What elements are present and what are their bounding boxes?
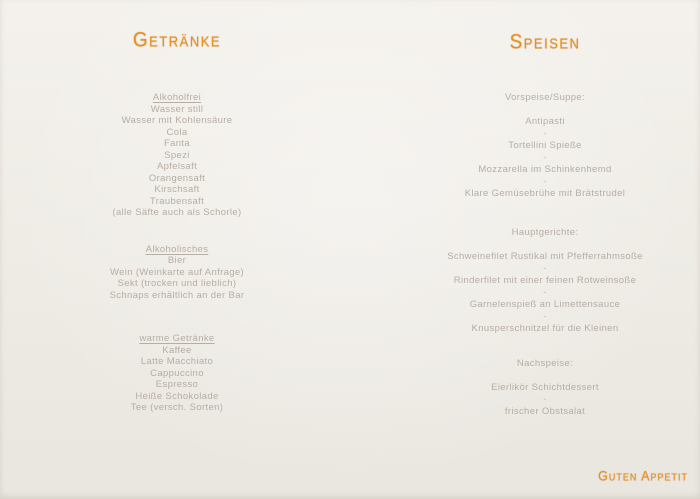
footer-greeting: Guten Appetit — [598, 468, 688, 484]
menu-line: Heiße Schokolade — [135, 390, 219, 402]
menu-line: Garnelenspieß an Limettensauce — [469, 299, 621, 310]
menu-line: Rinderfilet mit einer feinen Rotweinsoße — [453, 275, 637, 286]
separator-dash: - — [543, 394, 547, 405]
menu-line: Tee (versch. Sorten) — [130, 402, 224, 413]
section-header: Alkoholisches — [145, 243, 209, 255]
menu-line: Bier — [167, 255, 187, 266]
menu-line: Orangensaft — [148, 172, 206, 184]
drinks-sections — [37, 92, 317, 414]
section-header: warme Getränke — [139, 333, 215, 344]
separator-dash: - — [543, 263, 547, 274]
menu-line: Cola — [166, 126, 188, 138]
menu-line: Fanta — [163, 138, 191, 149]
menu-line: Cappuccino — [150, 367, 204, 379]
menu-line: (alle Säfte auch als Schorle) — [112, 207, 242, 218]
menu-line: Knusperschnitzel für die Kleinen — [471, 323, 619, 334]
separator-dash: - — [543, 311, 547, 322]
section-header: Nachspeise: — [516, 358, 574, 369]
menu-line: Spezi — [164, 149, 190, 161]
section-header: Vorspeise/Suppe: — [504, 92, 586, 103]
food-sections — [405, 92, 685, 418]
menu-line: Schweinefilet Rustikal mit Pfefferrahmsoße — [447, 251, 643, 262]
menu-line: Kirschsaft — [154, 184, 200, 195]
drinks-title-wrap — [37, 30, 317, 52]
section-header: Alkoholfrei — [152, 92, 202, 103]
menu-line: Kaffee — [162, 344, 192, 356]
menu-line: Klare Gemüsebrühe mit Brätstrudel — [464, 188, 626, 199]
menu-line: Wasser mit Kohlensäure — [121, 115, 233, 126]
drinks-title: Getränke — [132, 28, 222, 53]
menu-line: Espresso — [155, 379, 199, 390]
drinks-column — [37, 0, 317, 414]
right-section-2 — [405, 227, 685, 335]
menu-line: Apfelsaft — [156, 161, 198, 172]
left-section-1 — [37, 92, 317, 219]
menu-line: Traubensaft — [149, 195, 205, 207]
menu-line: Latte Macchiato — [140, 356, 214, 367]
menu-line: Wasser still — [150, 103, 204, 115]
section-header: Hauptgerichte: — [511, 227, 579, 238]
menu-line: frischer Obstsalat — [504, 406, 586, 417]
food-column — [405, 0, 685, 418]
separator-dash: - — [543, 128, 547, 139]
food-title: Speisen — [509, 30, 581, 55]
food-title-wrap — [405, 32, 685, 54]
menu-line: Mozzarella im Schinkenhemd — [478, 164, 612, 175]
left-section-3 — [37, 333, 317, 414]
menu-line: Antipasti — [525, 116, 565, 127]
right-section-1 — [405, 92, 685, 200]
separator-dash: - — [543, 176, 547, 187]
left-section-2 — [37, 244, 317, 302]
menu-line: Eierlikör Schichtdessert — [491, 382, 599, 393]
menu-line: Tortellini Spieße — [508, 140, 582, 151]
separator-dash: - — [543, 152, 547, 163]
menu-line: Sekt (trocken und lieblich) — [117, 278, 237, 289]
menu-line: Wein (Weinkarte auf Anfrage) — [109, 266, 245, 278]
right-section-3 — [405, 358, 685, 418]
menu-line: Schnaps erhältlich an der Bar — [109, 289, 245, 301]
separator-dash: - — [543, 287, 547, 298]
